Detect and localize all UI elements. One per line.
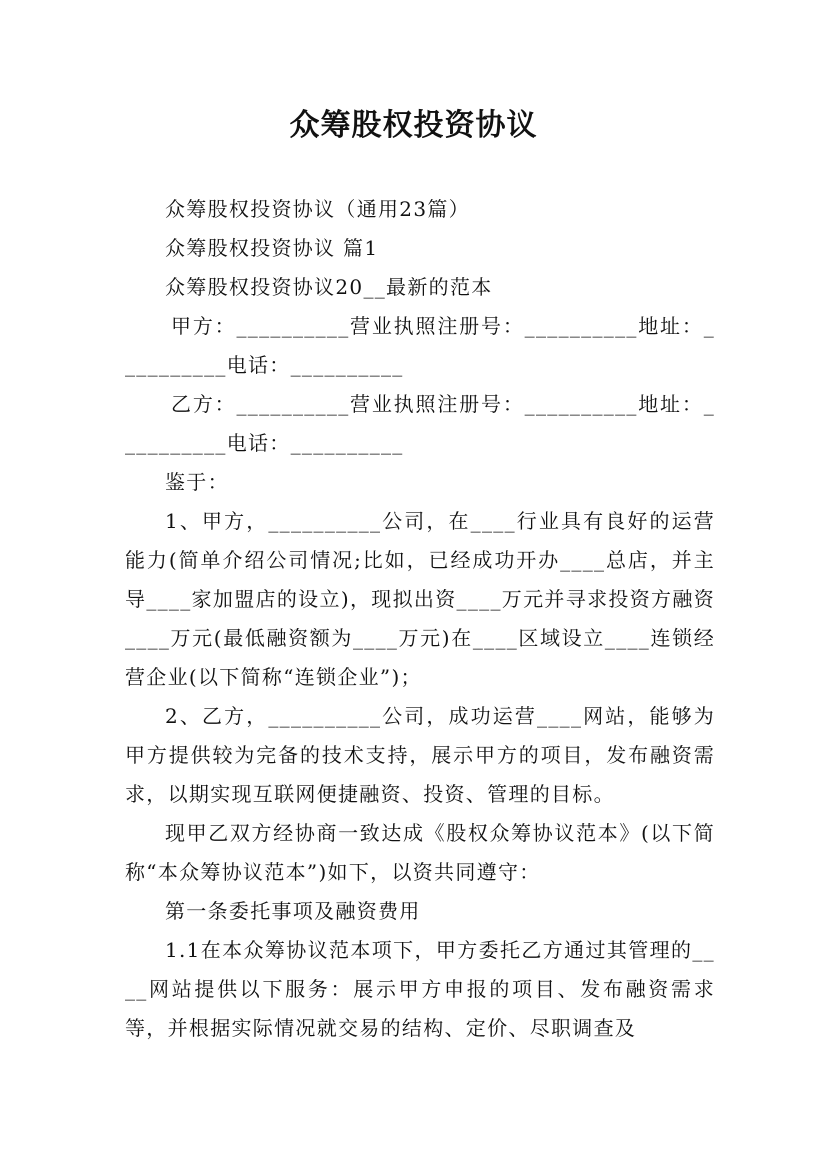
document-body (125, 190, 715, 1048)
paragraph-article-1-heading: 第一条委托事项及融资费用 (165, 899, 421, 923)
paragraph-party-b: 乙方：__________营业执照注册号：__________地址：__________电话：__________ (125, 392, 715, 455)
paragraph-clause-1-1: 1.1在本众筹协议范本项下，甲方委托乙方通过其管理的____网站提供以下服务：展示甲方申报的项目、发布融资需求等，并根据实际情况就交易的结构、定价、尽职调查及 (125, 938, 715, 1040)
paragraph-agreement-intro: 现甲乙双方经协商一致达成《股权众筹协议范本》(以下简称“本众筹协议范本”)如下，以资共同遵守： (125, 821, 715, 884)
paragraph-section-heading: 众筹股权投资协议 篇1 (165, 236, 379, 260)
paragraph-template-name: 众筹股权投资协议20__最新的范本 (165, 275, 493, 299)
document-title: 众筹股权投资协议 (289, 108, 538, 143)
paragraph-recital-1: 1、甲方，__________公司，在____行业具有良好的运营能力(简单介绍公司情况;比如，已经成功开办____总店，并主导____家加盟店的设立)，现拟出资____万元并寻求投资方融资____万元(最低融资额为____万元)在____区域设立____连锁经营企业(以下简称“连锁企业”)； (125, 509, 715, 689)
paragraph-subtitle: 众筹股权投资协议（通用23篇） (165, 197, 470, 221)
paragraph-recital-2: 2、乙方，__________公司，成功运营____网站，能够为甲方提供较为完备的技术支持，展示甲方的项目，发布融资需求，以期实现互联网便捷融资、投资、管理的目标。 (125, 704, 715, 806)
paragraph-whereas: 鉴于： (165, 470, 229, 494)
paragraph-party-a: 甲方：__________营业执照注册号：__________地址：__________电话：__________ (125, 314, 715, 377)
